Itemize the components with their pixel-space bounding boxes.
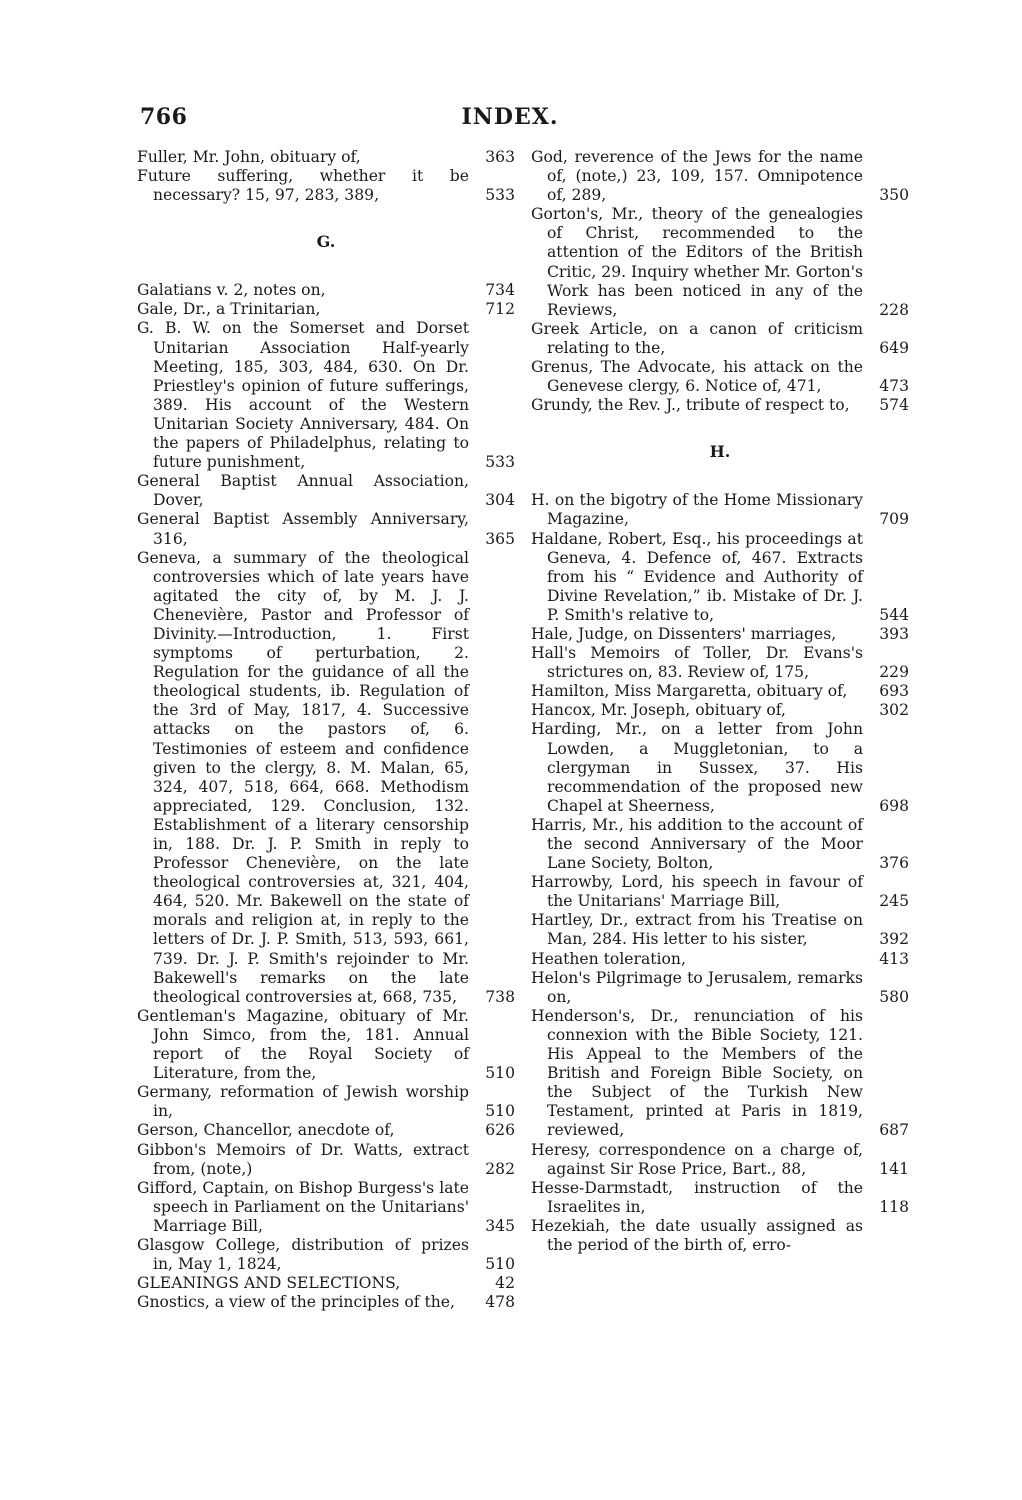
index-entry-page: 282 <box>485 1159 515 1178</box>
index-entry-page: 574 <box>879 396 909 415</box>
index-entry <box>531 816 909 873</box>
index-entry-page: 345 <box>485 1216 515 1235</box>
index-column-right <box>531 148 909 1255</box>
index-entry <box>137 1179 515 1236</box>
index-entry-text: Hancox, Mr. Joseph, obituary of, <box>531 701 786 720</box>
index-entry <box>531 1179 909 1217</box>
index-entry-text: Gale, Dr., a Trinitarian, <box>137 300 321 319</box>
index-entry-text: H. on the bigotry of the Home Missionary Magazine, <box>531 491 863 529</box>
index-entry-page: 533 <box>485 186 515 205</box>
index-entry-page: 734 <box>485 281 515 300</box>
index-entry-page: 510 <box>485 1102 515 1121</box>
index-entry-page: 478 <box>485 1293 515 1312</box>
index-entry-page: 738 <box>485 987 515 1006</box>
index-entry <box>531 491 909 529</box>
index-entry-page: 693 <box>879 682 909 701</box>
index-entry <box>531 720 909 815</box>
index-entry-page: 245 <box>879 892 909 911</box>
index-entry-text: Helon's Pilgrimage to Jerusalem, remarks on, <box>531 968 863 1006</box>
index-entry-text: GLEANINGS AND SELECTIONS, <box>137 1274 401 1293</box>
index-entry <box>137 1121 515 1140</box>
index-entry-text: Gnostics, a view of the principles of the, <box>137 1293 455 1312</box>
index-entry-text: Future suffering, whether it be necessary? 15, 97, 283, 389, <box>137 167 469 205</box>
index-entry <box>531 873 909 911</box>
index-entry <box>137 1007 515 1083</box>
index-entry-page: 709 <box>879 510 909 529</box>
index-entry-text: Heathen toleration, <box>531 949 686 968</box>
index-entry-page: 376 <box>879 854 909 873</box>
index-entry-text: Germany, reformation of Jewish worship in, <box>137 1083 469 1121</box>
index-entry-text: Hamilton, Miss Margaretta, obituary of, <box>531 682 848 701</box>
index-entry <box>137 472 515 510</box>
index-entry-text: Hall's Memoirs of Toller, Dr. Evans's strictures on, 83. Review of, 175, <box>531 644 863 682</box>
index-entry-page: 580 <box>879 987 909 1006</box>
index-entry-page: 687 <box>879 1121 909 1140</box>
index-entry-page: 544 <box>879 605 909 624</box>
index-entry <box>531 358 909 396</box>
index-entry-text: G. B. W. on the Somerset and Dorset Unitarian Association Half-yearly Meeting, 185, 303, 484, 630. On Dr. Priestley's opinion of future sufferings, 389. His account of the Western Unitarian Society Anniversary, 484. On the papers of Philadelphus, relating to future punishment, <box>137 319 469 472</box>
index-entry-page: 510 <box>485 1255 515 1274</box>
index-entry-text: Gorton's, Mr., theory of the genealogies of Christ, recommended to the attention of the Editors of the British Critic, 29. Inquiry whether Mr. Gorton's Work has been noticed in any of the Reviews, <box>531 205 863 319</box>
index-entry <box>531 1007 909 1141</box>
index-entry-page: 350 <box>879 186 909 205</box>
index-entry <box>531 911 909 949</box>
index-entry-page: 118 <box>879 1197 909 1216</box>
running-head: INDEX. <box>461 104 559 130</box>
index-entry-text: Greek Article, on a canon of criticism relating to the, <box>531 319 863 357</box>
index-entry-text: Heresy, correspondence on a charge of, against Sir Rose Price, Bart., 88, <box>531 1140 863 1178</box>
index-entry <box>531 644 909 682</box>
index-entry <box>531 148 909 205</box>
index-entry <box>137 167 515 205</box>
index-entry-page: 649 <box>879 338 909 357</box>
index-entry <box>137 281 515 300</box>
page-number: 766 <box>140 104 188 130</box>
index-entry-text: Hezekiah, the date usually assigned as the period of the birth of, erro- <box>531 1216 863 1254</box>
index-entry <box>531 1141 909 1179</box>
index-entry-text: Harrowby, Lord, his speech in favour of the Unitarians' Marriage Bill, <box>531 873 863 911</box>
index-entry-text: General Baptist Assembly Anniversary, 316, <box>137 510 469 548</box>
index-entry <box>531 205 909 320</box>
index-entry-text: Glasgow College, distribution of prizes in, May 1, 1824, <box>137 1235 469 1274</box>
index-entry <box>531 625 909 644</box>
index-entry-text: God, reverence of the Jews for the name of, (note,) 23, 109, 157. Omnipotence of, 289, <box>531 148 863 205</box>
index-entry-page: 229 <box>879 663 909 682</box>
index-entry <box>531 950 909 969</box>
index-entry-page: 392 <box>879 930 909 949</box>
index-entry <box>137 319 515 472</box>
index-entry <box>531 1217 909 1255</box>
index-entry-text: Harding, Mr., on a letter from John Lowden, a Muggletonian, to a clergyman in Sussex, 37. His recommendation of the proposed new Chapel at Sheerness, <box>531 720 863 815</box>
index-entry-page: 698 <box>879 796 909 815</box>
index-entry-text: Haldane, Robert, Esq., his proceedings at Geneva, 4. Defence of, 467. Extracts from his “ Evidence and Authority of Divine Revelation,” ib. Mistake of Dr. J. P. Smith's relative to, <box>531 529 863 624</box>
index-entry <box>137 1141 515 1179</box>
index-entry-text: Galatians v. 2, notes on, <box>137 281 326 300</box>
index-entry-page: 42 <box>495 1274 515 1293</box>
index-entry <box>137 1236 515 1274</box>
index-entry-page: 712 <box>485 300 515 319</box>
index-entry-text: Hesse-Darmstadt, instruction of the Israelites in, <box>531 1178 863 1216</box>
index-entry-text: Henderson's, Dr., renunciation of his connexion with the Bible Society, 121. His Appeal to the Members of the British and Foreign Bible Society, on the Subject of the Turkish New Testament, printed at Paris in 1819, reviewed, <box>531 1006 863 1140</box>
index-entry-page: 141 <box>879 1159 909 1178</box>
section-letter-heading: H. <box>709 442 731 462</box>
index-entry-text: General Baptist Annual Association, Dover, <box>137 472 469 510</box>
index-entry-text: Grundy, the Rev. J., tribute of respect to, <box>531 396 850 415</box>
index-entry-text: Gerson, Chancellor, anecdote of, <box>137 1121 395 1140</box>
index-entry <box>531 530 909 625</box>
index-entry-text: Hartley, Dr., extract from his Treatise on Man, 284. His letter to his sister, <box>531 911 863 949</box>
index-entry-page: 533 <box>485 453 515 472</box>
index-entry-page: 228 <box>879 300 909 319</box>
index-entry-text: Gifford, Captain, on Bishop Burgess's late speech in Parliament on the Unitarians' Marriage Bill, <box>137 1178 469 1235</box>
index-entry-text: Grenus, The Advocate, his attack on the Genevese clergy, 6. Notice of, 471, <box>531 358 863 396</box>
index-entry-page: 413 <box>879 949 909 968</box>
index-entry <box>137 300 515 319</box>
index-entry-page: 302 <box>879 701 909 720</box>
index-entry-text: Gibbon's Memoirs of Dr. Watts, extract from, (note,) <box>137 1140 469 1178</box>
index-entry-text: Fuller, Mr. John, obituary of, <box>137 148 361 166</box>
index-entry <box>137 1274 515 1293</box>
index-entry-text: Harris, Mr., his addition to the account of the second Anniversary of the Moor Lane Society, Bolton, <box>531 815 863 873</box>
index-entry-page: 304 <box>485 491 515 510</box>
index-entry <box>137 1083 515 1121</box>
index-entry <box>531 969 909 1007</box>
index-entry-page: 626 <box>485 1121 515 1140</box>
index-entry <box>531 396 909 415</box>
index-entry <box>531 701 909 720</box>
index-entry <box>137 1293 515 1312</box>
index-column-left <box>137 148 515 1312</box>
index-entry-text: Gentleman's Magazine, obituary of Mr. John Simco, from the, 181. Annual report of the Royal Society of Literature, from the, <box>137 1006 469 1083</box>
index-entry <box>137 510 515 548</box>
section-letter-heading: G. <box>316 232 336 252</box>
index-entry <box>137 148 515 167</box>
index-entry-page: 510 <box>485 1064 515 1083</box>
index-entry <box>137 549 515 1007</box>
index-entry-page: 393 <box>879 624 909 643</box>
index-entry-page: 473 <box>879 377 909 396</box>
index-entry-text: Hale, Judge, on Dissenters' marriages, <box>531 624 837 643</box>
index-entry-text: Geneva, a summary of the theological controversies which of late years have agitated the city of, by M. J. J. Chenevière, Pastor and Professor of Divinity.—Introduction, 1. First symptoms of perturbation, 2. Regulation for the guidance of all the theological students, ib. Regulation of the 3rd of May, 1817, 4. Successive attacks on the pastors of, 6. Testimonies of esteem and confidence given to the clergy, 8. M. Malan, 65, 324, 407, 518, 664, 668. Methodism appreciated, 129. Conclusion, 132. Establishment of a literary censorship in, 188. Dr. J. P. Smith in reply to Professor Chenevière, on the late theological controversies at, 321, 404, 464, 520. Mr. Bakewell on the state of morals and religion at, in reply to the letters of Dr. J. P. Smith, 513, 593, 661, 739. Dr. J. P. Smith's rejoinder to Mr. Bakewell's remarks on the late theological controversies at, 668, 735, <box>137 548 469 1006</box>
index-entry <box>531 320 909 358</box>
index-entry <box>531 682 909 701</box>
index-entry-page: 363 <box>485 148 515 166</box>
index-entry-page: 365 <box>485 529 515 548</box>
